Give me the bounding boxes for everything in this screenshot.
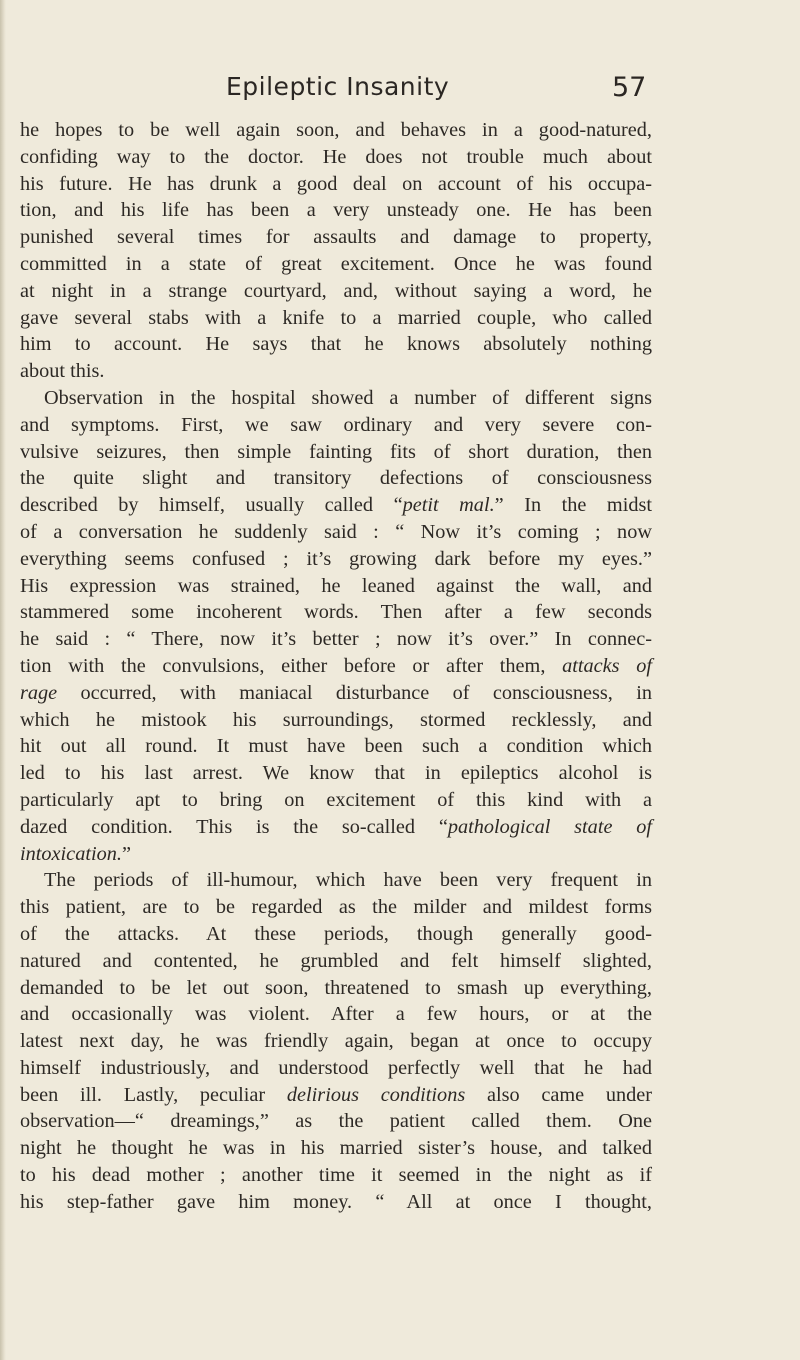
line-text: he said : “ There, now it’s better ; now it’s over.” In connec-: [20, 628, 652, 651]
text-line: [20, 1082, 652, 1109]
line-text: been ill. Lastly, peculiar: [20, 1083, 287, 1106]
text-line: [20, 412, 652, 439]
line-text: dazed condition. This is the so-called “: [20, 815, 448, 838]
text-line: [20, 760, 652, 787]
line-text: led to his last arrest. We know that in epileptics alcohol is: [20, 762, 652, 785]
line-text-after: ”: [121, 842, 131, 865]
italic-text: rage: [20, 681, 58, 704]
text-line: [20, 1001, 652, 1028]
body-text: [20, 117, 652, 1216]
text-line: [20, 439, 652, 466]
line-text: latest next day, he was friendly again, began at once to occupy: [20, 1030, 652, 1053]
text-line: [20, 733, 652, 760]
text-line: [20, 814, 652, 841]
line-text: The periods of ill-humour, which have been very frequent in: [44, 869, 652, 892]
line-text: described by himself, usually called “: [20, 494, 403, 517]
text-line: [20, 1135, 652, 1162]
text-line: [20, 680, 652, 707]
line-text: him to account. He says that he knows absolutely nothing: [20, 333, 652, 356]
line-text: hit out all round. It must have been such a condition which: [20, 735, 652, 758]
running-header: [0, 72, 800, 112]
text-line: [20, 1055, 652, 1082]
line-text: to his dead mother ; another time it seemed in the night as if: [20, 1164, 652, 1187]
text-line: [20, 492, 652, 519]
text-line: [20, 867, 652, 894]
line-text: which he mistook his surroundings, stormed recklessly, and: [20, 708, 652, 731]
text-line: [20, 975, 652, 1002]
page-number: 57: [612, 72, 647, 103]
text-line: [20, 144, 652, 171]
text-line: [20, 1108, 652, 1135]
line-text-after: also came under: [465, 1083, 653, 1106]
line-text: stammered some incoherent words. Then after a few seconds: [20, 601, 652, 624]
line-text: this patient, are to be regarded as the milder and mildest forms: [20, 896, 652, 919]
line-text: confiding way to the doctor. He does not trouble much about: [20, 145, 652, 168]
text-line: [20, 278, 652, 305]
line-text: everything seems confused ; it’s growing dark before my eyes.”: [20, 547, 652, 570]
text-line: [20, 841, 652, 868]
line-text: Observation in the hospital showed a number of different signs: [44, 386, 652, 409]
line-text: natured and contented, he grumbled and felt himself slighted,: [20, 949, 652, 972]
line-text: particularly apt to bring on excitement of this kind with a: [20, 788, 652, 811]
line-text: at night in a strange courtyard, and, without saying a word, he: [20, 279, 652, 302]
line-text: himself industriously, and understood perfectly well that he had: [20, 1056, 652, 1079]
line-text: punished several times for assaults and damage to property,: [20, 226, 652, 249]
line-text: His expression was strained, he leaned against the wall, and: [20, 574, 652, 597]
line-text: his future. He has drunk a good deal on account of his occupa-: [20, 172, 652, 195]
line-text: tion, and his life has been a very unsteady one. He has been: [20, 199, 652, 222]
text-line: [20, 1162, 652, 1189]
line-text: committed in a state of great excitement. Once he was found: [20, 252, 652, 275]
text-line: [20, 305, 652, 332]
line-text-after: occurred, with maniacal disturbance of consciousness, in: [57, 681, 652, 704]
line-text: vulsive seizures, then simple fainting fits of short duration, then: [20, 440, 652, 463]
text-line: [20, 385, 652, 412]
line-text: observation—“ dreamings,” as the patient called them. One: [20, 1110, 652, 1133]
page-edge: [0, 0, 6, 1360]
line-text: he hopes to be well again soon, and behaves in a good-natured,: [20, 119, 652, 141]
text-line: [20, 707, 652, 734]
line-text: about this.: [20, 360, 105, 383]
line-text-after: ” In the midst: [494, 494, 653, 517]
text-line: [20, 197, 652, 224]
text-line: [20, 626, 652, 653]
line-text: and occasionally was violent. After a few hours, or at the: [20, 1003, 652, 1026]
running-title: Epileptic Insanity: [226, 72, 450, 101]
text-line: [20, 117, 652, 144]
italic-text: intoxication.: [20, 842, 122, 865]
line-text: gave several stabs with a knife to a married couple, who called: [20, 306, 652, 329]
text-line: [20, 894, 652, 921]
text-line: [20, 358, 652, 385]
text-line: [20, 573, 652, 600]
text-line: [20, 331, 652, 358]
text-line: [20, 519, 652, 546]
text-line: [20, 546, 652, 573]
line-text: demanded to be let out soon, threatened to smash up everything,: [20, 976, 652, 999]
italic-text: delirious conditions: [286, 1083, 466, 1106]
line-text: the quite slight and transitory defections of consciousness: [20, 467, 652, 490]
text-line: [20, 171, 652, 198]
text-line: [20, 921, 652, 948]
line-text: tion with the convulsions, either before or after them,: [20, 654, 563, 677]
line-text: of the attacks. At these periods, though generally good-: [20, 922, 652, 945]
text-line: [20, 948, 652, 975]
text-line: [20, 1028, 652, 1055]
italic-text: attacks of: [562, 654, 652, 677]
text-line: [20, 465, 652, 492]
text-line: [20, 653, 652, 680]
line-text: night he thought he was in his married sister’s house, and talked: [20, 1137, 652, 1160]
text-line: [20, 599, 652, 626]
line-text: his step-father gave him money. “ All at once I thought,: [20, 1190, 652, 1213]
line-text: and symptoms. First, we saw ordinary and very severe con-: [20, 413, 652, 436]
italic-text: pathological state of: [447, 815, 653, 838]
text-line: [20, 251, 652, 278]
line-text: of a conversation he suddenly said : “ Now it’s coming ; now: [20, 520, 652, 543]
italic-text: petit mal.: [402, 494, 495, 517]
text-line: [20, 1189, 652, 1216]
text-line: [20, 224, 652, 251]
text-line: [20, 787, 652, 814]
